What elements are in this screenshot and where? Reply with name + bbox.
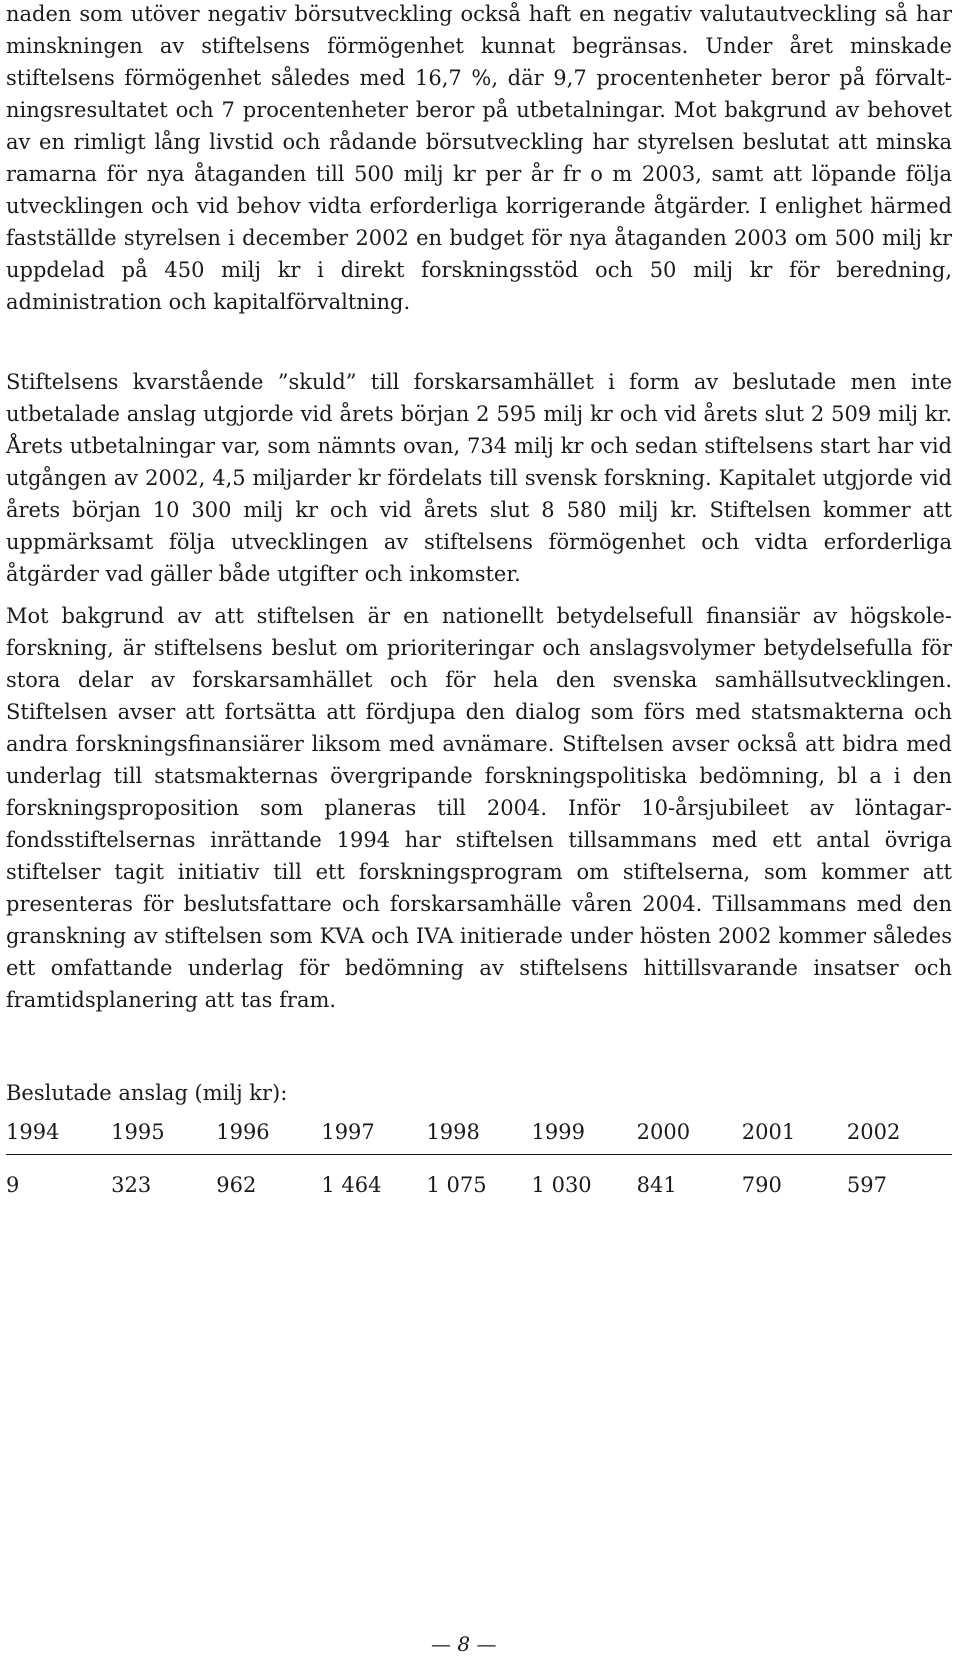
year-cell: 1996 [216, 1120, 321, 1155]
year-cell: 1999 [532, 1120, 637, 1155]
paragraph-1: naden som utöver negativ börsutveckling också haft en negativ valutautveckling så har minskningen av stiftelsens förmögenhet kunnat begränsas. Under året minskade stiftelsens förmögenhet således med 16,7 %, där 9,7 procentenheter beror på förvaltningsresultatet och 7 procentenheter beror på utbetalningar. Mot bakgrund av behovet av en rimligt lång livstid och rådande börsutveckling har styrelsen beslutat att minska ramarna för nya åtaganden till 500 milj kr per år fr o m 2003, samt att löpande följa utvecklingen och vid behov vidta erforderliga korrigerande åtgärder. I enlighet härmed fastställde styrelsen i december 2002 en budget för nya åtaganden 2003 om 500 milj kr uppdelad på 450 milj kr i direkt forskningsstöd och 50 milj kr för beredning, administration och kapitalförvaltning. [6, 2, 952, 314]
value-cell: 1 075 [426, 1173, 487, 1197]
grants-table-caption: Beslutade anslag (milj kr): [6, 1081, 288, 1105]
grants-table [6, 1120, 952, 1209]
value-cell: 841 [636, 1173, 677, 1197]
year-cell: 1997 [321, 1120, 426, 1155]
value-cell: 790 [741, 1173, 782, 1197]
value-cell: 1 464 [321, 1173, 382, 1197]
value-cell: 962 [216, 1173, 257, 1197]
value-cell: 597 [846, 1173, 887, 1197]
paragraph-2: Stiftelsens kvarstående ”skuld” till forskarsamhället i form av beslutade men inte utbetalade anslag utgjorde vid årets början 2 595 milj kr och vid årets slut 2 509 milj kr. Årets utbetalningar var, som nämnts ovan, 734 milj kr och sedan stiftelsens start har vid utgången av 2002, 4,5 miljarder kr fördelats till svensk forskning. Kapitalet utgjorde vid årets början 10 300 milj kr och vid årets slut 8 580 milj kr. Stiftelsen kommer att uppmärksamt följa utvecklingen av stiftelsens förmögenhet och vidta erforderliga åtgärder vad gäller både utgifter och inkomster. [6, 370, 952, 586]
year-cell: 1998 [426, 1120, 531, 1155]
year-cell: 1995 [111, 1120, 216, 1155]
year-cell: 2001 [742, 1120, 847, 1155]
value-cell: 323 [111, 1173, 152, 1197]
value-cell: 1 030 [531, 1173, 592, 1197]
grants-value-row [6, 1155, 952, 1210]
year-cell: 2002 [847, 1120, 952, 1155]
value-cell: 9 [6, 1173, 20, 1197]
year-cell: 1994 [6, 1120, 111, 1155]
paragraph-3: Mot bakgrund av att stiftelsen är en nationellt betydelsefull finansiär av högskoleforskning, är stiftelsens beslut om prioriteringar och anslagsvolymer betydelsefulla för stora delar av forskarsamhället och för hela den svenska samhällsutvecklingen. Stiftelsen avser att fortsätta att fördjupa den dialog som förs med statsmakterna och andra forskningsfinansiärer liksom med avnämare. Stiftelsen avser också att bidra med underlag till statsmakternas övergripande forskningspolitiska bedömning, bl a i den forskningsproposition som planeras till 2004. Inför 10-årsjubileet av löntagarfondsstiftelsernas inrättande 1994 har stiftelsen tillsammans med ett antal övriga stiftelser tagit initiativ till ett forskningsprogram om stiftelserna, som kommer att presenteras för beslutsfattare och forskarsamhälle våren 2004. Tillsammans med den granskning av stiftelsen som KVA och IVA initierade under hösten 2002 kommer således ett omfattande underlag för bedömning av stiftelsens hittillsvarande insatser och framtidsplanering att tas fram. [6, 604, 952, 1012]
grants-year-row [6, 1120, 952, 1155]
page-number: — 8 — [431, 1632, 497, 1656]
year-cell: 2000 [637, 1120, 742, 1155]
